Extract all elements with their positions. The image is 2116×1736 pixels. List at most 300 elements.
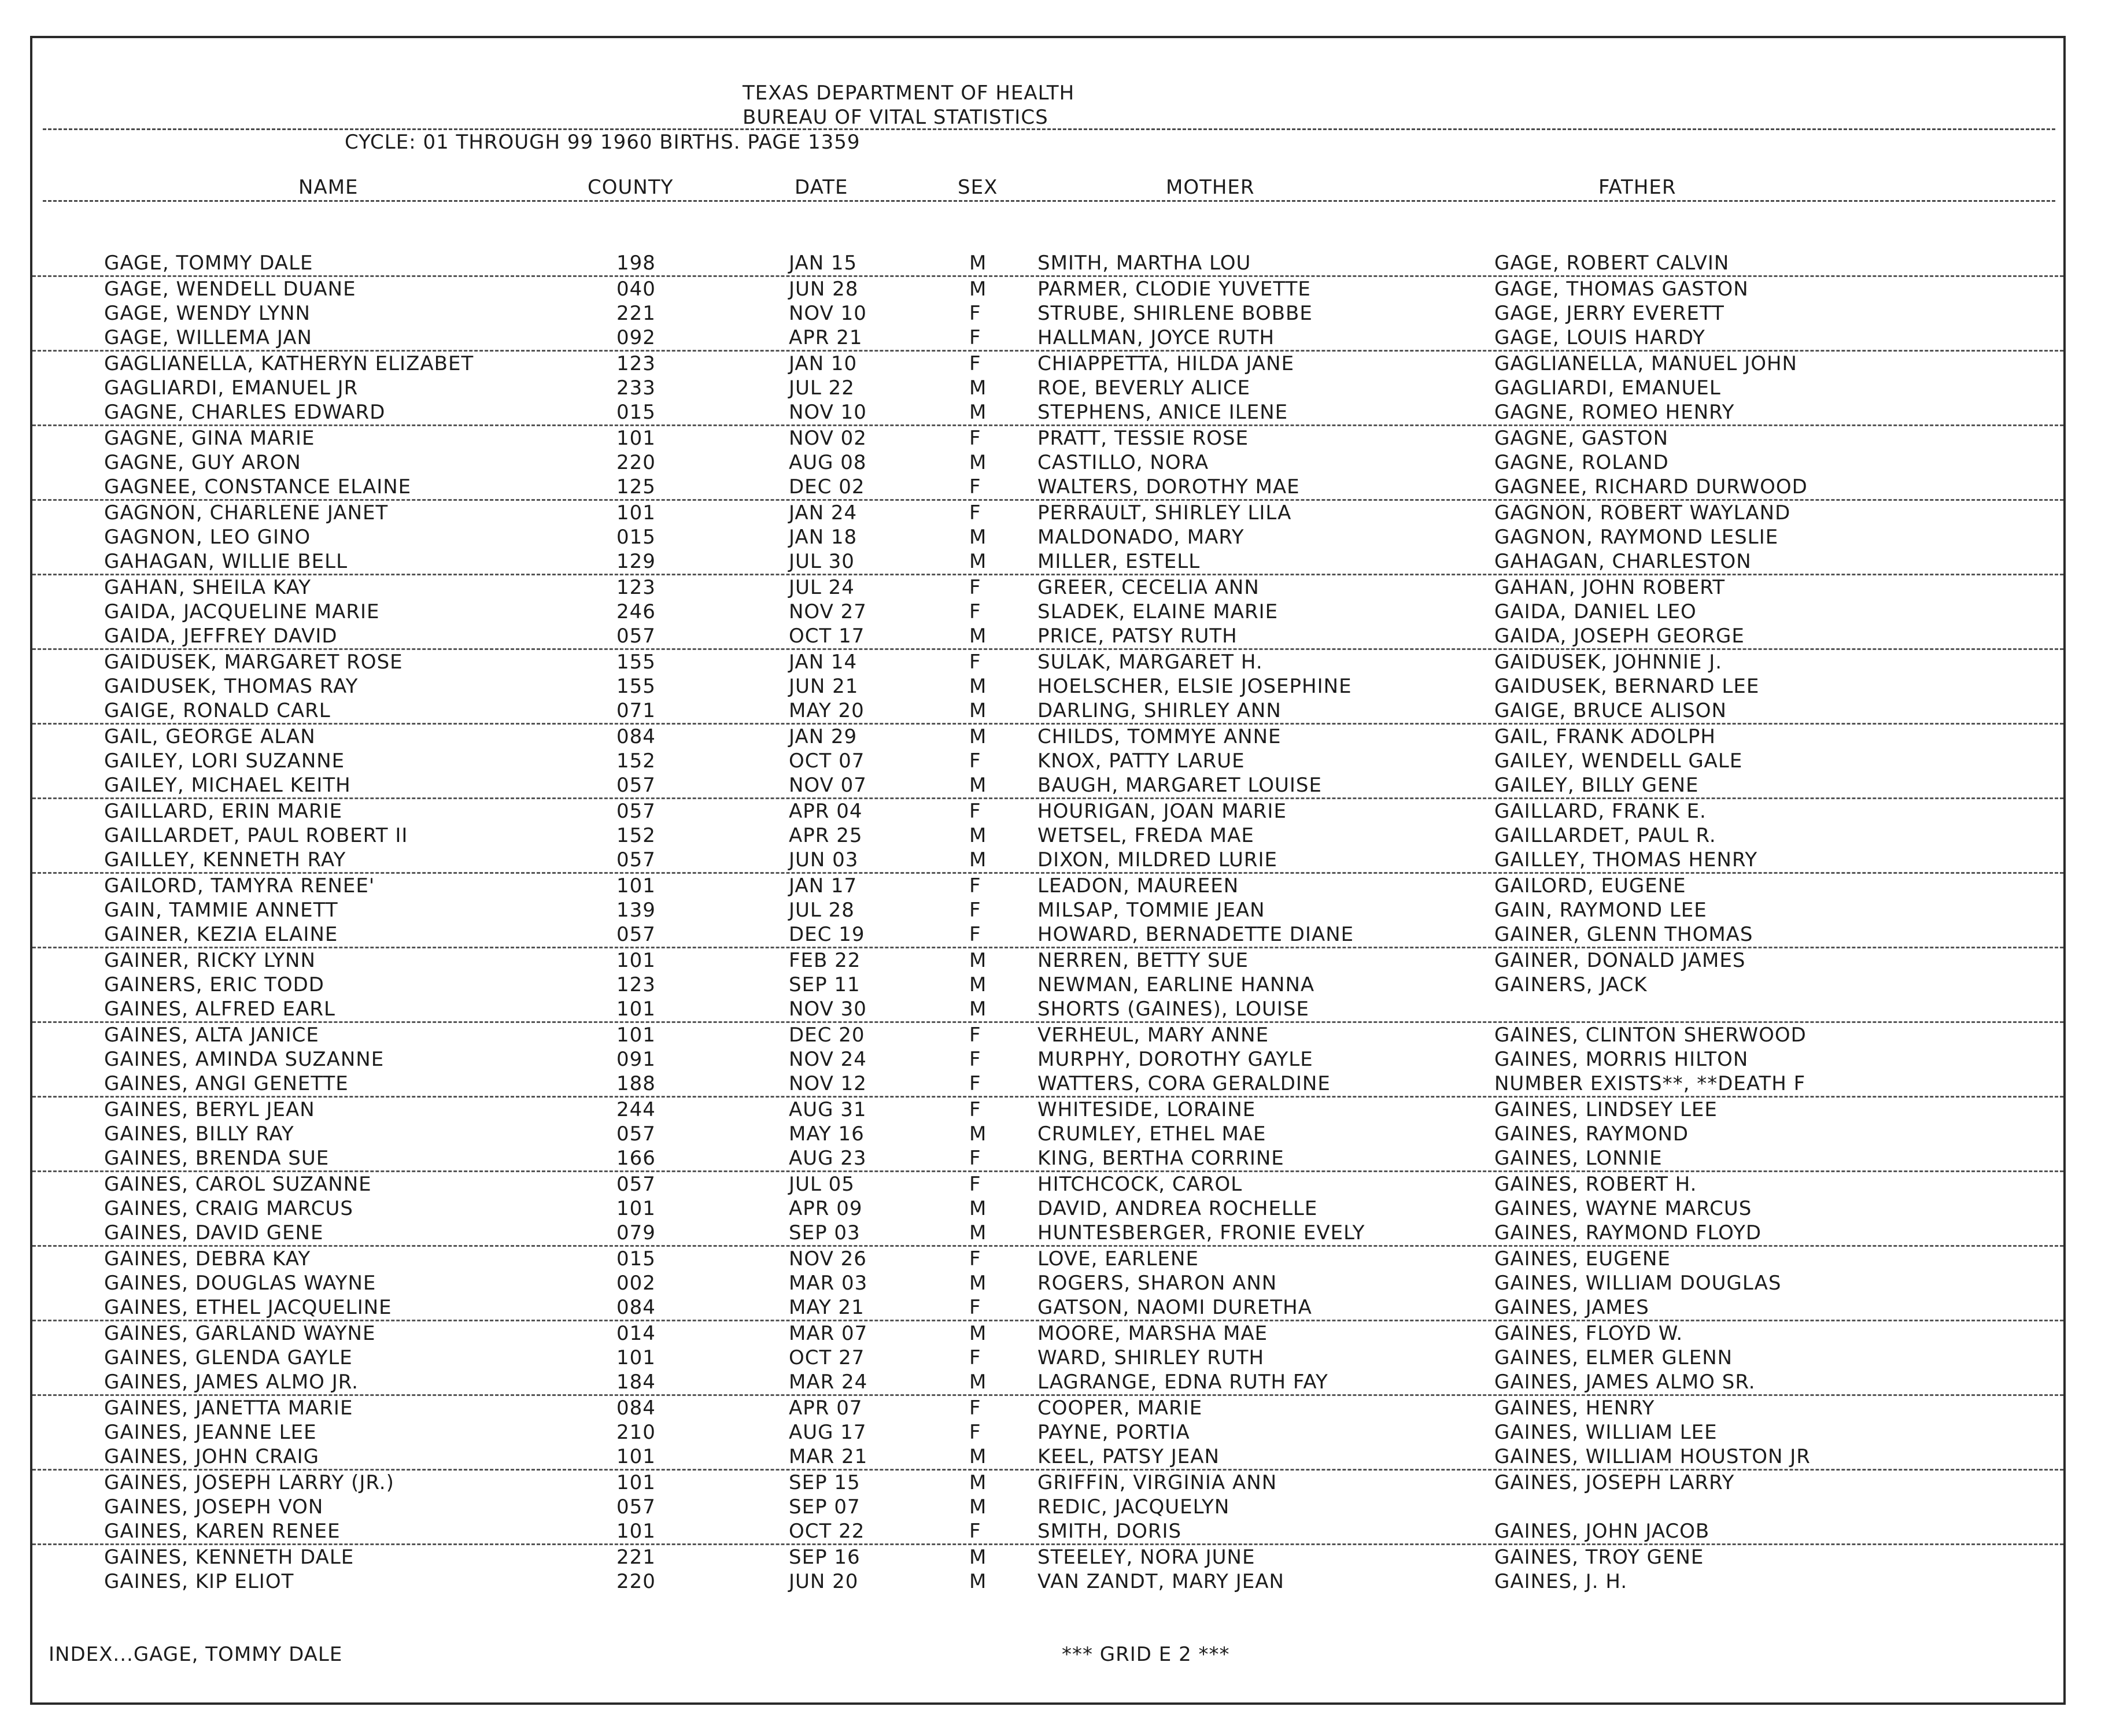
cell-mother: HUNTESBERGER, FRONIE EVELY [1037,1221,1365,1244]
cell-sex: M [969,1122,987,1146]
cell-father: GAGLIARDI, EMANUEL [1494,376,1721,400]
cell-father: GAINES, FLOYD W. [1494,1322,1683,1345]
cell-county: 184 [616,1371,656,1394]
cell-sex: M [969,1445,987,1468]
cell-sex: F [969,749,981,773]
cell-name: GAHAGAN, WILLIE BELL [104,550,348,573]
cell-name: GAILEY, MICHAEL KEITH [104,774,351,797]
table-row [32,1172,2063,1196]
cell-county: 129 [616,550,656,573]
cell-county: 101 [616,1197,656,1220]
cell-father: GAINES, MORRIS HILTON [1494,1048,1749,1071]
cell-mother: SMITH, MARTHA LOU [1037,252,1251,275]
cell-father: GAGE, LOUIS HARDY [1494,326,1705,349]
cell-father: GAGNE, GASTON [1494,427,1669,450]
cell-county: 152 [616,749,656,773]
cell-mother: ROGERS, SHARON ANN [1037,1272,1277,1295]
cell-sex: F [969,1397,981,1420]
cell-sex: F [969,1173,981,1196]
cell-sex: M [969,949,987,972]
cell-name: GAGLIARDI, EMANUEL JR [104,376,359,400]
cell-date: NOV 07 [789,774,867,797]
cell-county: 123 [616,576,656,599]
table-row [32,874,2063,898]
cell-date: OCT 22 [789,1520,865,1543]
cell-county: 101 [616,874,656,897]
cell-sex: F [969,923,981,946]
cell-name: GAGNE, GUY ARON [104,451,301,474]
cell-father: GAINES, JOSEPH LARRY [1494,1471,1735,1494]
cell-county: 139 [616,899,656,922]
table-row [32,848,2063,874]
cell-mother: HALLMAN, JOYCE RUTH [1037,326,1275,349]
cell-county: 101 [616,1520,656,1543]
cell-date: AUG 31 [789,1098,867,1121]
cell-date: JAN 18 [789,526,858,549]
cell-mother: CHIAPPETTA, HILDA JANE [1037,352,1295,375]
table-row [32,823,2063,848]
cell-father: GAGNON, ROBERT WAYLAND [1494,501,1791,525]
table-row [32,1247,2063,1271]
table-row [32,450,2063,475]
cell-sex: F [969,352,981,375]
cell-date: JAN 14 [789,651,858,674]
cell-mother: KEEL, PATSY JEAN [1037,1445,1220,1468]
cell-name: GAHAN, SHEILA KAY [104,576,312,599]
column-header-father: FATHER [1598,176,1676,199]
cell-sex: M [969,699,987,722]
cell-name: GAGE, WENDELL DUANE [104,278,356,301]
cell-mother: PERRAULT, SHIRLEY LILA [1037,501,1292,525]
table-row [32,1519,2063,1545]
table-row [32,997,2063,1023]
table-row [32,1545,2063,1569]
cell-name: GAINES, JANETTA MARIE [104,1397,353,1420]
cell-county: 015 [616,1247,656,1270]
cell-sex: F [969,1048,981,1071]
cell-county: 040 [616,278,656,301]
cell-date: AUG 17 [789,1421,867,1444]
cell-date: SEP 07 [789,1495,861,1519]
cell-county: 091 [616,1048,656,1071]
cell-mother: DAVID, ANDREA ROCHELLE [1037,1197,1318,1220]
table-row [32,1098,2063,1122]
cell-father: GAINES, JAMES [1494,1296,1649,1319]
cell-sex: M [969,1495,987,1519]
cell-date: JAN 17 [789,874,858,897]
cell-sex: M [969,1570,987,1593]
cell-sex: F [969,1098,981,1121]
cell-name: GAGE, WENDY LYNN [104,302,311,325]
cell-county: 015 [616,526,656,549]
cell-father: GAINES, RAYMOND [1494,1122,1689,1146]
cell-father: GAIL, FRANK ADOLPH [1494,725,1716,748]
cell-date: MAY 16 [789,1122,865,1146]
cell-father: GAINERS, JACK [1494,973,1648,996]
cell-name: GAIDUSEK, THOMAS RAY [104,675,359,698]
cell-date: NOV 12 [789,1072,867,1095]
cell-father: GAINES, JAMES ALMO SR. [1494,1371,1756,1394]
cell-father: GAINES, TROY GENE [1494,1546,1704,1569]
cell-sex: F [969,475,981,498]
cell-county: 125 [616,475,656,498]
cell-sex: F [969,1421,981,1444]
table-row [32,352,2063,376]
cell-sex: M [969,550,987,573]
table-row [32,525,2063,549]
cell-name: GAINES, BRENDA SUE [104,1147,330,1170]
cell-sex: M [969,725,987,748]
cell-mother: SLADEK, ELAINE MARIE [1037,600,1279,623]
cell-county: 014 [616,1322,656,1345]
cell-date: JUL 22 [789,376,855,400]
cell-date: JAN 29 [789,725,858,748]
cell-mother: COOPER, MARIE [1037,1397,1203,1420]
cell-name: GAIL, GEORGE ALAN [104,725,316,748]
cell-date: MAR 07 [789,1322,868,1345]
cell-county: 123 [616,352,656,375]
cell-date: OCT 27 [789,1346,865,1369]
cell-county: 002 [616,1272,656,1295]
cell-date: JAN 10 [789,352,858,375]
table-row [32,898,2063,922]
cell-date: DEC 02 [789,475,865,498]
cell-sex: M [969,1197,987,1220]
cell-date: NOV 10 [789,302,867,325]
table-row [32,1370,2063,1396]
table-row [32,600,2063,624]
cell-name: GAINES, ALFRED EARL [104,998,335,1021]
cell-county: 101 [616,949,656,972]
table-row [32,501,2063,525]
cell-father: GAGE, JERRY EVERETT [1494,302,1724,325]
table-row [32,549,2063,575]
cell-father: GAIDA, DANIEL LEO [1494,600,1697,623]
cell-mother: NEWMAN, EARLINE HANNA [1037,973,1315,996]
cell-mother: BAUGH, MARGARET LOUISE [1037,774,1322,797]
table-row [32,1346,2063,1370]
cell-sex: M [969,1546,987,1569]
table-row [32,749,2063,773]
cell-county: 084 [616,1397,656,1420]
cell-name: GAINER, RICKY LYNN [104,949,316,972]
cell-date: NOV 26 [789,1247,867,1270]
table-row [32,277,2063,301]
cell-mother: HOWARD, BERNADETTE DIANE [1037,923,1354,946]
cell-father: GAGNE, ROLAND [1494,451,1669,474]
cell-mother: KNOX, PATTY LARUE [1037,749,1245,773]
cell-father: GAINES, WAYNE MARCUS [1494,1197,1752,1220]
table-row [32,1196,2063,1221]
cell-father: GAILEY, BILLY GENE [1494,774,1699,797]
cell-date: APR 04 [789,800,863,823]
cell-county: 101 [616,427,656,450]
cell-name: GAGNE, CHARLES EDWARD [104,401,386,424]
cell-mother: ROE, BEVERLY ALICE [1037,376,1251,400]
cell-sex: F [969,899,981,922]
cell-county: 101 [616,1346,656,1369]
cell-name: GAINES, DAVID GENE [104,1221,324,1244]
cell-father: GAINES, WILLIAM DOUGLAS [1494,1272,1782,1295]
cell-sex: M [969,1371,987,1394]
cell-county: 101 [616,998,656,1021]
cell-mother: HOURIGAN, JOAN MARIE [1037,800,1287,823]
cell-father: GAINES, LINDSEY LEE [1494,1098,1718,1121]
cell-sex: F [969,576,981,599]
cell-county: 101 [616,1445,656,1468]
cell-mother: HOELSCHER, ELSIE JOSEPHINE [1037,675,1352,698]
cell-date: JUN 28 [789,278,859,301]
cell-name: GAINES, ALTA JANICE [104,1024,319,1047]
column-header-divider [43,200,2055,202]
cell-father: GAIDUSEK, BERNARD LEE [1494,675,1760,698]
cell-name: GAGLIANELLA, KATHERYN ELIZABET [104,352,474,375]
cell-mother: SULAK, MARGARET H. [1037,651,1263,674]
cell-date: NOV 24 [789,1048,867,1071]
cell-mother: MALDONADO, MARY [1037,526,1245,549]
cell-father: GAGE, THOMAS GASTON [1494,278,1749,301]
cell-name: GAINES, ANGI GENETTE [104,1072,349,1095]
cell-date: JUN 03 [789,848,859,871]
cell-name: GAIDA, JACQUELINE MARIE [104,600,380,623]
cell-father: GAIGE, BRUCE ALISON [1494,699,1727,722]
table-row [32,475,2063,501]
cell-name: GAINES, JOSEPH LARRY (JR.) [104,1471,394,1494]
cell-sex: M [969,998,987,1021]
cell-father: GAINES, WILLIAM LEE [1494,1421,1718,1444]
cell-name: GAINES, GLENDA GAYLE [104,1346,353,1369]
cell-county: 092 [616,326,656,349]
cell-father: GAINES, CLINTON SHERWOOD [1494,1024,1807,1047]
cell-date: DEC 20 [789,1024,865,1047]
cell-name: GAINES, KENNETH DALE [104,1546,354,1569]
cell-name: GAGE, WILLEMA JAN [104,326,312,349]
table-row [32,301,2063,326]
cell-sex: M [969,1221,987,1244]
column-header-mother: MOTHER [1166,176,1255,199]
cell-sex: M [969,1322,987,1345]
cell-county: 101 [616,1024,656,1047]
cell-date: JUL 05 [789,1173,855,1196]
cell-name: GAINES, DOUGLAS WAYNE [104,1272,376,1295]
cell-county: 071 [616,699,656,722]
table-row [32,1396,2063,1420]
cell-father: GAINES, ROBERT H. [1494,1173,1697,1196]
cell-county: 233 [616,376,656,400]
cell-name: GAINES, CRAIG MARCUS [104,1197,353,1220]
cell-date: OCT 07 [789,749,865,773]
cell-mother: WARD, SHIRLEY RUTH [1037,1346,1265,1369]
cell-father: GAHAGAN, CHARLESTON [1494,550,1752,573]
cell-name: GAINES, DEBRA KAY [104,1247,311,1270]
cell-date: FEB 22 [789,949,861,972]
cell-name: GAGNON, CHARLENE JANET [104,501,389,525]
cell-father: GAINES, WILLIAM HOUSTON JR [1494,1445,1811,1468]
cell-mother: MURPHY, DOROTHY GAYLE [1037,1048,1313,1071]
cell-father: GAINER, GLENN THOMAS [1494,923,1753,946]
cell-sex: F [969,1147,981,1170]
cell-mother: SMITH, DORIS [1037,1520,1182,1543]
cell-mother: PAYNE, PORTIA [1037,1421,1190,1444]
cell-father: GAIDUSEK, JOHNNIE J. [1494,651,1723,674]
cell-county: 123 [616,973,656,996]
column-header-county: COUNTY [588,176,674,199]
cell-date: SEP 15 [789,1471,861,1494]
table-row [32,1023,2063,1047]
cell-sex: M [969,252,987,275]
cell-date: JUN 20 [789,1570,859,1593]
table-row [32,1569,2063,1594]
grid-reference: *** GRID E 2 *** [1062,1643,1230,1666]
cell-name: GAGNON, LEO GINO [104,526,311,549]
cycle-line: CYCLE: 01 THROUGH 99 1960 BIRTHS. PAGE 1359 [345,131,861,154]
cell-name: GAILEY, LORI SUZANNE [104,749,345,773]
cell-sex: M [969,526,987,549]
cell-county: 015 [616,401,656,424]
cell-name: GAINES, KIP ELIOT [104,1570,294,1593]
birth-records-table [32,251,2063,1594]
cell-father: GAGNE, ROMEO HENRY [1494,401,1735,424]
cell-name: GAINERS, ERIC TODD [104,973,324,996]
table-row [32,1445,2063,1471]
cell-name: GAILLEY, KENNETH RAY [104,848,346,871]
table-row [32,575,2063,600]
cell-date: JUL 24 [789,576,855,599]
cell-father: GAINES, ELMER GLENN [1494,1346,1733,1369]
table-row [32,1471,2063,1495]
table-row [32,1271,2063,1295]
cell-mother: HITCHCOCK, CAROL [1037,1173,1243,1196]
cell-mother: PRICE, PATSY RUTH [1037,625,1238,648]
cell-name: GAINES, CAROL SUZANNE [104,1173,372,1196]
header-title: TEXAS DEPARTMENT OF HEALTH [743,82,1075,105]
cell-county: 188 [616,1072,656,1095]
cell-mother: GRIFFIN, VIRGINIA ANN [1037,1471,1277,1494]
cell-date: SEP 16 [789,1546,861,1569]
cell-date: MAY 20 [789,699,865,722]
cell-mother: CASTILLO, NORA [1037,451,1209,474]
cell-date: JUL 28 [789,899,855,922]
table-row [32,948,2063,973]
cell-sex: F [969,1520,981,1543]
table-row [32,650,2063,674]
cell-father: GAINES, HENRY [1494,1397,1655,1420]
cell-mother: LAGRANGE, EDNA RUTH FAY [1037,1371,1328,1394]
cell-sex: M [969,1471,987,1494]
cell-mother: SHORTS (GAINES), LOUISE [1037,998,1309,1021]
cell-mother: WATTERS, CORA GERALDINE [1037,1072,1331,1095]
cell-father: GAGE, ROBERT CALVIN [1494,252,1730,275]
cell-mother: KING, BERTHA CORRINE [1037,1147,1284,1170]
cell-name: GAILLARDET, PAUL ROBERT II [104,824,408,847]
cell-name: GAINER, KEZIA ELAINE [104,923,338,946]
cell-date: NOV 30 [789,998,867,1021]
cell-name: GAINES, BERYL JEAN [104,1098,315,1121]
cell-mother: DIXON, MILDRED LURIE [1037,848,1277,871]
table-row [32,326,2063,352]
column-header-date: DATE [795,176,848,199]
header-divider [43,128,2055,130]
cell-mother: STEELEY, NORA JUNE [1037,1546,1255,1569]
cell-mother: STEPHENS, ANICE ILENE [1037,401,1288,424]
cell-father: GAILEY, WENDELL GALE [1494,749,1743,773]
cell-mother: VAN ZANDT, MARY JEAN [1037,1570,1284,1593]
cell-name: GAIDA, JEFFREY DAVID [104,625,338,648]
table-row [32,773,2063,799]
cell-county: 101 [616,501,656,525]
cell-county: 210 [616,1421,656,1444]
cell-father: GAIN, RAYMOND LEE [1494,899,1707,922]
cell-name: GAINES, JAMES ALMO JR. [104,1371,359,1394]
cell-father: GAILORD, EUGENE [1494,874,1686,897]
table-row [32,1146,2063,1172]
cell-mother: MOORE, MARSHA MAE [1037,1322,1268,1345]
cell-mother: MILSAP, TOMMIE JEAN [1037,899,1265,922]
cell-date: MAR 21 [789,1445,868,1468]
cell-mother: WETSEL, FREDA MAE [1037,824,1254,847]
table-row [32,1295,2063,1321]
cell-name: GAIDUSEK, MARGARET ROSE [104,651,403,674]
cell-father: GAGNEE, RICHARD DURWOOD [1494,475,1808,498]
table-row [32,1321,2063,1346]
cell-mother: NERREN, BETTY SUE [1037,949,1249,972]
cell-father: GAIDA, JOSEPH GEORGE [1494,625,1745,648]
cell-name: GAINES, ETHEL JACQUELINE [104,1296,392,1319]
cell-mother: CHILDS, TOMMYE ANNE [1037,725,1282,748]
header-subtitle: BUREAU OF VITAL STATISTICS [743,106,1048,129]
column-header-sex: SEX [958,176,998,199]
cell-sex: F [969,800,981,823]
cell-date: JAN 15 [789,252,858,275]
cell-county: 057 [616,1173,656,1196]
cell-sex: F [969,427,981,450]
cell-county: 166 [616,1147,656,1170]
cell-mother: VERHEUL, MARY ANNE [1037,1024,1269,1047]
cell-date: JUL 30 [789,550,855,573]
cell-date: NOV 02 [789,427,867,450]
cell-date: AUG 23 [789,1147,867,1170]
cell-date: JAN 24 [789,501,858,525]
cell-sex: M [969,278,987,301]
cell-date: MAY 21 [789,1296,865,1319]
table-row [32,251,2063,277]
cell-sex: F [969,1024,981,1047]
table-row [32,1221,2063,1247]
cell-county: 057 [616,1495,656,1519]
cell-sex: M [969,973,987,996]
cell-date: APR 09 [789,1197,863,1220]
cell-name: GAIGE, RONALD CARL [104,699,331,722]
cell-mother: REDIC, JACQUELYN [1037,1495,1230,1519]
table-row [32,1072,2063,1098]
cell-sex: M [969,376,987,400]
cell-date: APR 25 [789,824,863,847]
table-row [32,973,2063,997]
cell-name: GAINES, JOHN CRAIG [104,1445,319,1468]
cell-county: 057 [616,625,656,648]
cell-county: 221 [616,302,656,325]
cell-mother: STRUBE, SHIRLENE BOBBE [1037,302,1313,325]
cell-mother: PRATT, TESSIE ROSE [1037,427,1249,450]
table-row [32,1420,2063,1445]
cell-mother: CRUMLEY, ETHEL MAE [1037,1122,1266,1146]
cell-father: GAGNON, RAYMOND LESLIE [1494,526,1779,549]
cell-date: SEP 11 [789,973,861,996]
cell-date: MAR 24 [789,1371,868,1394]
cell-date: DEC 19 [789,923,865,946]
cell-county: 220 [616,1570,656,1593]
table-row [32,400,2063,426]
